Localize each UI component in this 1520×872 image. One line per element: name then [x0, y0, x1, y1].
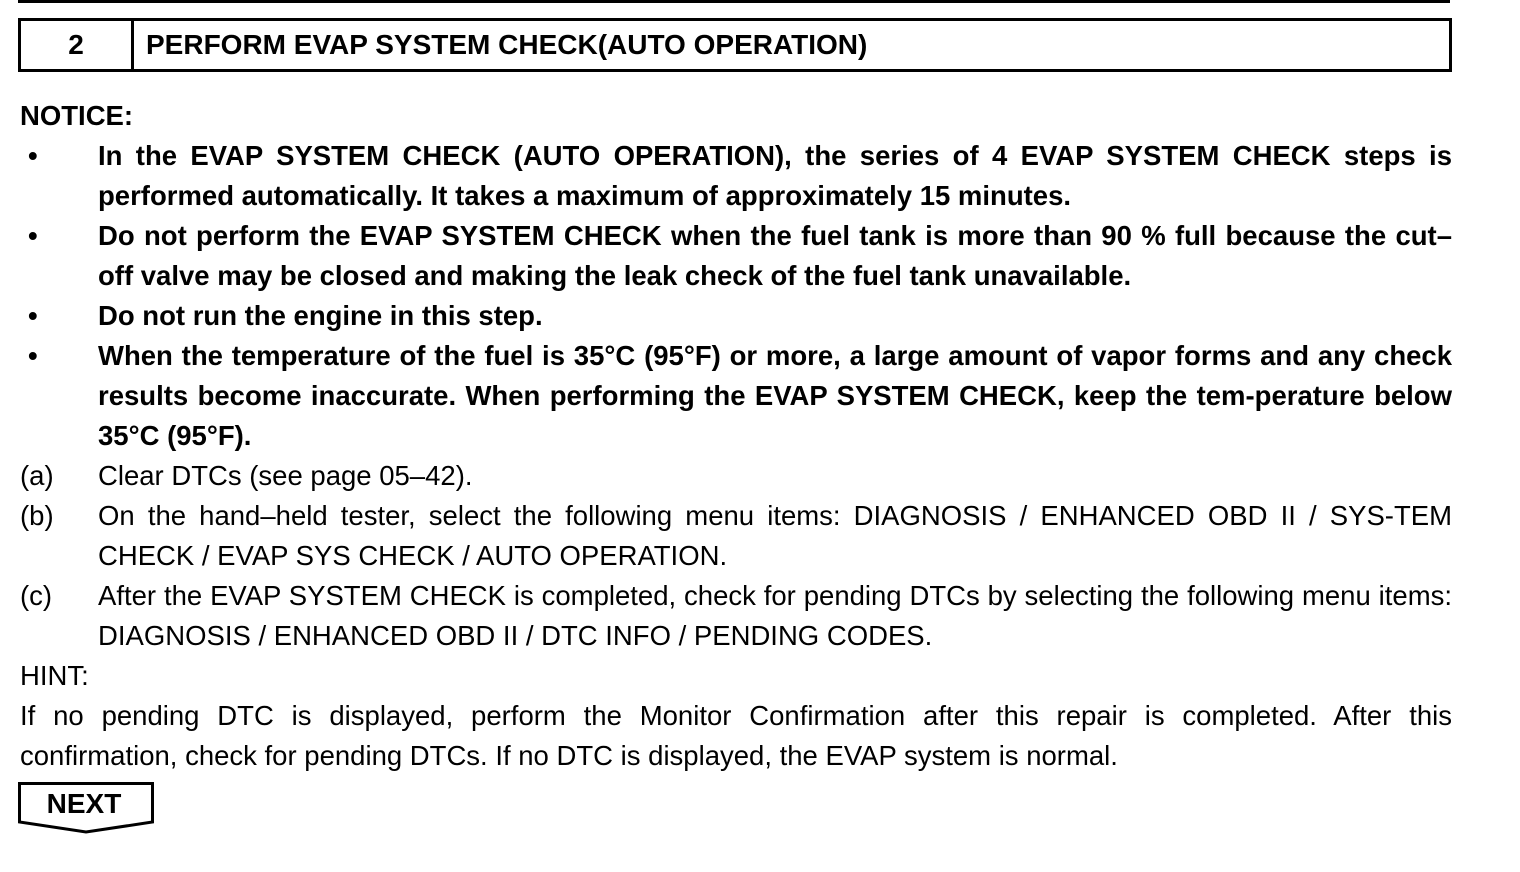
notice-item [20, 296, 1452, 336]
notice-item [20, 216, 1452, 296]
notice-item-text: When the temperature of the fuel is 35°C (95°F) or more, a large amount of vapor forms and any check results become inaccurate. When performing the EVAP SYSTEM CHECK, keep the tem-perature below 35°C (95°F). [98, 340, 1452, 451]
bullet-icon: • [28, 140, 38, 171]
bullet-icon: • [28, 220, 38, 251]
step-number: 2 [21, 21, 134, 69]
notice-item-text: In the EVAP SYSTEM CHECK (AUTO OPERATION), the series of 4 EVAP SYSTEM CHECK steps is performed automatically. It takes a maximum of approximately 15 minutes. [98, 140, 1452, 211]
step-item [20, 456, 1452, 496]
bullet-icon: • [28, 340, 38, 371]
bullet-icon: • [28, 300, 38, 331]
step-item-text: Clear DTCs (see page 05–42). [98, 460, 473, 491]
step-item [20, 576, 1452, 656]
notice-item-text: Do not perform the EVAP SYSTEM CHECK when the fuel tank is more than 90 % full because the cut–off valve may be closed and making the leak check of the fuel tank unavailable. [98, 220, 1452, 291]
hint-label: HINT: [20, 660, 89, 691]
notice-item [20, 336, 1452, 456]
notice-label: NOTICE: [20, 100, 134, 131]
step-marker: (c) [20, 580, 53, 611]
top-rule [18, 0, 1450, 3]
hint-text: If no pending DTC is displayed, perform the Monitor Confirmation after this repair is completed. After this confirmation, check for pending DTCs. If no DTC is displayed, the EVAP system is normal. [20, 700, 1452, 771]
step-item [20, 496, 1452, 576]
next-button[interactable] [18, 782, 158, 838]
notice-item-text: Do not run the engine in this step. [98, 300, 543, 331]
step-item-text: After the EVAP SYSTEM CHECK is completed, check for pending DTCs by selecting the following menu items: DIAGNOSIS / ENHANCED OBD II / DTC INFO / PENDING CODES. [98, 580, 1452, 651]
body-text [20, 96, 1452, 776]
step-marker: (b) [20, 500, 54, 531]
step-title: PERFORM EVAP SYSTEM CHECK(AUTO OPERATION) [146, 29, 868, 60]
step-header [18, 18, 1452, 72]
next-label: NEXT [46, 788, 122, 819]
notice-item [20, 136, 1452, 216]
step-item-text: On the hand–held tester, select the following menu items: DIAGNOSIS / ENHANCED OBD II / SYS-TEM CHECK / EVAP SYS CHECK / AUTO OPERATION. [98, 500, 1452, 571]
step-marker: (a) [20, 460, 54, 491]
